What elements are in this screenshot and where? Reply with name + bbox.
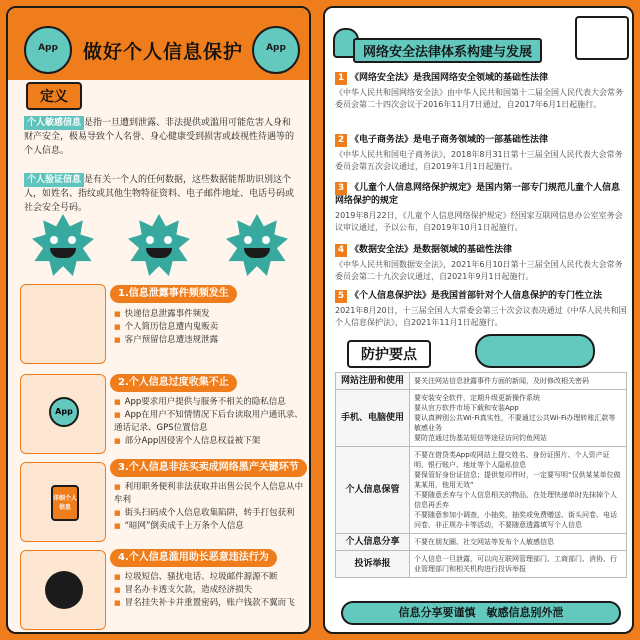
table-cat: 手机、电脑使用 xyxy=(336,390,410,447)
mouth xyxy=(244,248,270,258)
table-cat: 投诉举报 xyxy=(336,551,410,578)
law-item-5 xyxy=(335,290,627,329)
section-3-title: 3.个人信息非法买卖成网络黑产关键环节 xyxy=(110,459,307,477)
law-body: 2019年8月22日，《儿童个人信息网络保护规定》经国家互联网信息办公室室务会议审议通过，予以公布，自2019年10月1日起施行。 xyxy=(335,211,623,232)
table-cell xyxy=(410,447,627,534)
sensitive-info-text: 是指一旦遭到泄露、非法提供或滥用可能危害人身和财产安全，极易导致个人名誉、身心健康受到损害或歧视性待遇等的个人信息。 xyxy=(24,118,295,156)
definition-para-1 xyxy=(24,116,296,158)
section-3-list xyxy=(114,481,310,533)
list-item: ■ 部分App因侵害个人信息权益被下架 xyxy=(114,435,310,448)
chat-bubble-icon xyxy=(45,571,83,609)
app-monster-left xyxy=(24,26,72,74)
table-row xyxy=(336,534,627,551)
law-body: 《中华人民共和国数据安全法》，2021年6月10日第十三届全国人民代表大会常务委员会第二十九次会议通过，自2021年9月1日起施行。 xyxy=(335,260,623,281)
list-item: ■ App在用户不知情情况下后台读取用户通讯录、通话记录、GPS位置信息 xyxy=(114,409,310,435)
illus-overcollect xyxy=(20,374,106,454)
mouth xyxy=(50,248,76,258)
table-row xyxy=(336,447,627,534)
table-cell xyxy=(410,390,627,447)
law-body: 《中华人民共和国网络安全法》由中华人民共和国第十二届全国人民代表大会常务委员会第二十四次会议于2016年11月7日通过，自2017年6月1日起施行。 xyxy=(335,88,623,109)
table-cell xyxy=(410,534,627,551)
monster-label: App xyxy=(38,43,58,53)
illus-blackmarket xyxy=(20,462,106,542)
list-item: ■ 冒名办卡透支欠款，造成经济损失 xyxy=(114,584,310,597)
sensitive-info-tag: 个人敏感信息 xyxy=(24,116,84,130)
cell-item: 不要在借贷类App或网站上提交姓名、身份证照片、个人资产证明、银行账户、地址等个人隐私信息 xyxy=(414,451,610,469)
table-row xyxy=(336,373,627,390)
section-4-list xyxy=(114,571,310,610)
list-item: ■ 快递信息泄露事件频发 xyxy=(114,308,310,321)
monster-label: App xyxy=(266,43,286,53)
list-item: ■ 街头扫码成个人信息收集陷阱，转手打包获利 xyxy=(114,507,310,520)
law-body: 2021年8月20日，十三届全国人大常委会第三十次会议表决通过《中华人民共和国个人信息保护法》，自2021年11月1日起施行。 xyxy=(335,306,627,327)
definition-para-2 xyxy=(24,173,296,215)
eye xyxy=(244,236,252,244)
cell-item: 要保管好身份证信息；提供复印件时，一定要写明“仅供某某单位做某某用，他用无效” xyxy=(414,471,621,489)
law-title: 《个人信息保护法》是我国首部针对个人信息保护的专门性立法 xyxy=(350,291,603,301)
table-cat: 个人信息分享 xyxy=(336,534,410,551)
right-panel xyxy=(323,6,634,634)
eye xyxy=(164,236,172,244)
cell-item: 要防范通过伪基站短信等途径访问钓鱼网站 xyxy=(414,434,547,442)
list-item: ■ 个人简历信息遭内鬼贩卖 xyxy=(114,321,310,334)
illus-abuse xyxy=(20,550,106,630)
cell-item: 个人信息一旦泄露，可以向互联网管理部门、工商部门、消协、行业管理部门和相关机构进行投诉举报 xyxy=(414,555,617,573)
law-number: 4 xyxy=(335,244,347,257)
eye xyxy=(50,236,58,244)
cell-item: 不要随意参加小调查，小抽奖，抽奖或免费赠送、街头问卷、电话问卷、非正规办卡等活动，不要随意透露填写个人信息 xyxy=(414,511,617,529)
law-number: 2 xyxy=(335,134,347,147)
app-monster-right xyxy=(252,26,300,74)
list-item: ■ 冒名挂失补卡并重置密码，账户钱款不翼而飞 xyxy=(114,597,310,610)
eye xyxy=(262,236,270,244)
law-system-title: 网络安全法律体系构建与发展 xyxy=(353,38,542,63)
law-number: 5 xyxy=(335,290,347,303)
section-4-title: 4.个人信息滥用助长恶意违法行为 xyxy=(110,549,277,567)
cell-item: 要安装安全软件，定期升级更新操作系统 xyxy=(414,394,540,402)
table-cat: 个人信息保管 xyxy=(336,447,410,534)
table-row xyxy=(336,390,627,447)
section-2-title: 2.个人信息过度收集不止 xyxy=(110,374,237,392)
info-file-icon: 详细个人信息 xyxy=(51,485,79,521)
law-body: 《中华人民共和国电子商务法》，2018年8月31日第十三届全国人民代表大会常务委员会第五次会议通过，自2019年1月1日起施行。 xyxy=(335,150,623,171)
monster-lying-icon xyxy=(475,334,595,368)
cell-item: 不要随意丢弃与个人信息相关的物品，在处理快递单时先抹掉个人信息再丢弃 xyxy=(414,491,617,509)
law-title: 《网络安全法》是我国网络安全领域的基础性法律 xyxy=(350,73,549,83)
law-title: 《数据安全法》是数据领域的基础性法律 xyxy=(350,245,513,255)
eye xyxy=(146,236,154,244)
cell-item: 要认真辨别公共Wi-Fi真实性，不要通过公共Wi-Fi办理转账汇款等敏感业务 xyxy=(414,414,616,432)
mouth xyxy=(146,248,172,258)
list-item: ■ App要求用户提供与服务不相关的隐私信息 xyxy=(114,396,310,409)
law-item-2 xyxy=(335,134,627,173)
cell-item: 要关注网站信息泄露事件方面的新闻，及时修改相关密码 xyxy=(414,377,589,385)
footer-slogan: 信息分享要谨慎 敏感信息别外泄 xyxy=(341,601,621,625)
illus-leak xyxy=(20,284,106,364)
list-item: ■ 客户预留信息遭违规泄露 xyxy=(114,334,310,347)
protect-table xyxy=(335,372,627,578)
section-1-title: 1.信息泄露事件频频发生 xyxy=(110,285,237,303)
law-item-4 xyxy=(335,244,627,283)
definition-heading: 定义 xyxy=(26,82,82,110)
table-cat: 网站注册和使用 xyxy=(336,373,410,390)
law-item-1 xyxy=(335,72,627,111)
law-number: 1 xyxy=(335,72,347,85)
app-icon: App xyxy=(49,397,79,427)
book-icon xyxy=(575,16,629,60)
table-cell xyxy=(410,551,627,578)
list-item: ■ “暗网”倒卖成千上万条个人信息 xyxy=(114,520,310,533)
law-title: 《儿童个人信息网络保护规定》是国内第一部专门规范儿童个人信息网络保护的规定 xyxy=(335,183,621,206)
virus-monster-2 xyxy=(128,214,190,276)
cell-item: 要从官方软件市场下载和安装App xyxy=(414,404,519,412)
virus-monster-3 xyxy=(226,214,288,276)
page-title: 做好个人信息保护 xyxy=(83,41,244,63)
virus-monster-1 xyxy=(32,214,94,276)
law-number: 3 xyxy=(335,182,347,195)
law-title: 《电子商务法》是电子商务领域的一部基础性法律 xyxy=(350,135,549,145)
law-item-3 xyxy=(335,182,627,234)
left-panel xyxy=(6,6,311,634)
cell-item: 不要在朋友圈、社交网站等发布个人敏感信息 xyxy=(414,538,554,546)
eye xyxy=(68,236,76,244)
table-cell xyxy=(410,373,627,390)
protect-title: 防护要点 xyxy=(347,340,431,368)
list-item: ■ 垃圾短信、骚扰电话、垃圾邮件源源不断 xyxy=(114,571,310,584)
section-2-list xyxy=(114,396,310,448)
table-row xyxy=(336,551,627,578)
verify-info-tag: 个人验证信息 xyxy=(24,173,84,187)
verify-info-text: 是有关一个人的任何数据，这些数据能帮助识别这个人，如姓名、指纹或其他生物特征资料、电子邮件地址、电话号码或社会安全号码。 xyxy=(24,175,295,213)
section-1-list xyxy=(114,308,310,347)
list-item: ■ 利用职务便利非法获取并出售公民个人信息从中牟利 xyxy=(114,481,310,507)
